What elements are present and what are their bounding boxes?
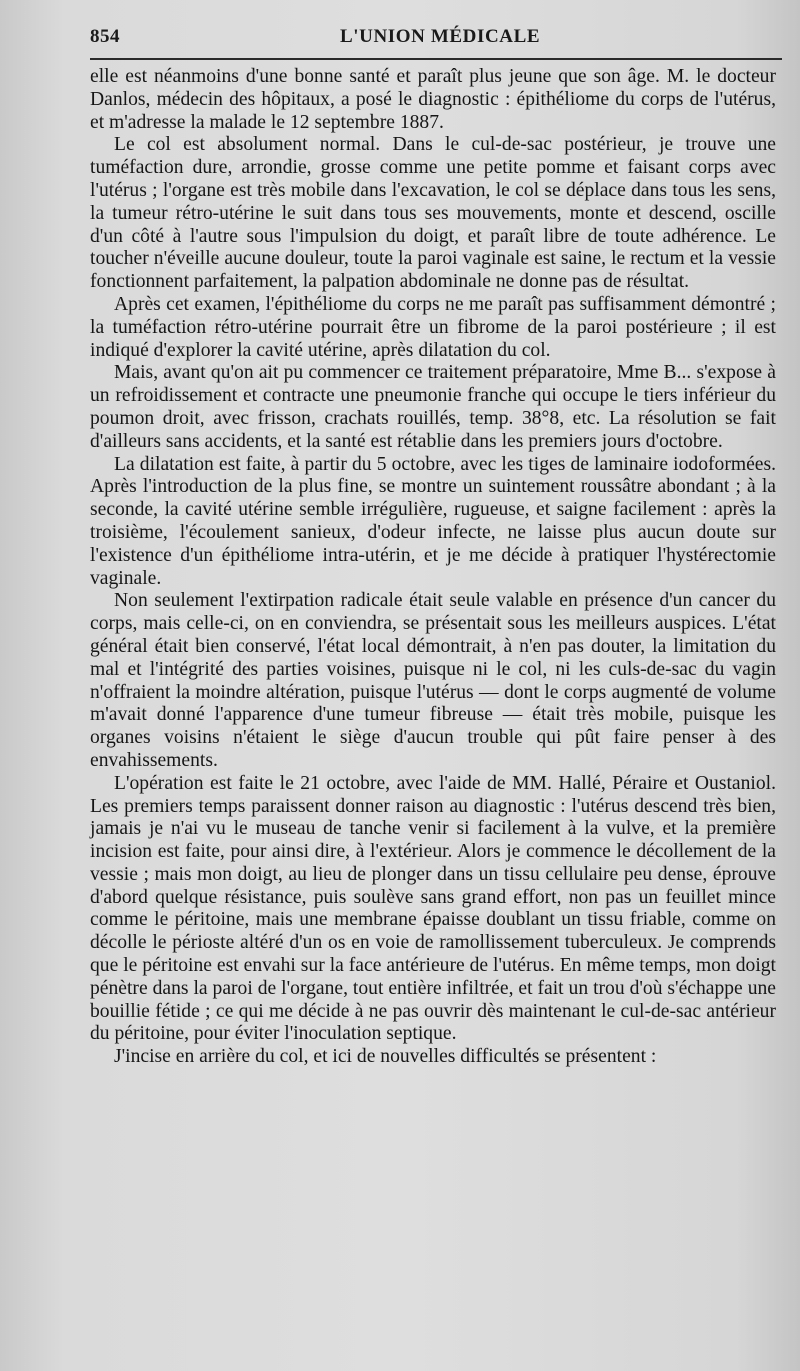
paragraph-8: J'incise en arrière du col, et ici de nouvelles difficultés se présentent : xyxy=(114,1046,657,1068)
paragraph-1: elle est néanmoins d'une bonne santé et paraît plus jeune que son âge. M. le docteur Danlos, médecin des hôpitaux, a posé le diagnostic : épithéliome du corps de l'utérus, et m'adresse la malade le 12 septembre 1887. xyxy=(90,66,776,133)
paragraph-7: L'opération est faite le 21 octobre, avec l'aide de MM. Hallé, Péraire et Oustaniol. Les premiers temps paraissent donner raison au diagnostic : l'utérus descend très bien, jamais je n'ai vu le museau de tanche venir si facilement à la vulve, et la première incision est faite, pour ainsi dire, à l'extérieur. Alors je commence le décollement de la vessie ; mais mon doigt, au lieu de plonger dans un tissu cellulaire peu dense, éprouve d'abord quelque résistance, puis soulève sans grand effort, non pas un feuillet mince comme le péritoine, mais une membrane épaisse doublant un tissu friable, comme on décolle le périoste altéré d'un os en voie de ramollissement tuberculeux. Je comprends que le péritoine est envahi sur la face antérieure de l'utérus. En même temps, mon doigt pénètre dans la paroi de l'organe, tout entière infiltrée, et fait un trou d'où s'échappe une bouillie fétide ; ce qui me décide à ne pas ouvrir dès maintenant le cul-de-sac antérieur du péritoine, pour éviter l'inoculation septique. xyxy=(90,772,776,1045)
paragraph-2: Le col est absolument normal. Dans le cul-de-sac postérieur, je trouve une tuméfaction dure, arrondie, grosse comme une petite pomme et faisant corps avec l'utérus ; l'organe est très mobile dans l'excavation, le col se déplace dans tous les sens, la tumeur rétro-utérine le suit dans tous ses mouvements, monte et descend, oscille d'un côté à l'autre sous l'impulsion du doigt, et paraît libre de toute adhérence. Le toucher n'éveille aucune douleur, toute la paroi vaginale est saine, le rectum et la vessie fonctionnent parfaitement, la palpation abdominale ne donne pas de résultat. xyxy=(90,134,776,293)
page-header xyxy=(90,26,780,54)
page-number: 854 xyxy=(90,26,120,47)
article-body xyxy=(90,66,776,1069)
paragraph-5: La dilatation est faite, à partir du 5 octobre, avec les tiges de laminaire iodoformées. Après l'introduction de la plus fine, se montre un suintement roussâtre abondant ; à la seconde, la cavité utérine semble irrégulière, rugueuse, et saigne facilement : après la troisième, l'écoulement sanieux, d'odeur infecte, ne laisse plus aucun doute sur l'existence d'un épithéliome intra-utérin, et je me décide à pratiquer l'hystérectomie vaginale. xyxy=(90,453,776,589)
header-rule xyxy=(90,58,782,60)
paragraph-3: Après cet examen, l'épithéliome du corps ne me paraît pas suffisamment démontré ; la tuméfaction rétro-utérine pourrait être un fibrome de la paroi postérieure ; il est indiqué d'explorer la cavité utérine, après dilatation du col. xyxy=(90,293,776,361)
paragraph-4: Mais, avant qu'on ait pu commencer ce traitement préparatoire, Mme B... s'expose à un refroidissement et contracte une pneumonie franche qui occupe le tiers inférieur du poumon droit, avec frisson, crachats rouillés, temp. 38°8, etc. La résolution se fait d'ailleurs sans accidents, et la santé est rétablie dans les premiers jours d'octobre. xyxy=(90,362,776,452)
paragraph-6: Non seulement l'extirpation radicale était seule valable en présence d'un cancer du corps, mais celle-ci, on en conviendra, se présentait sous les meilleurs auspices. L'état général était bien conservé, l'état local démontrait, à n'en pas douter, la limitation du mal et l'intégrité des parties voisines, puisque ni le col, ni les culs-de-sac du vagin n'offraient la moindre altération, puisque l'utérus — dont le corps augmenté de volume m'avait donné l'apparence d'une tumeur fibreuse — était très mobile, puisque les organes voisins n'étaient le siège d'aucun trouble qui pût faire penser à des envahissements. xyxy=(90,590,776,771)
running-title: L'UNION MÉDICALE xyxy=(340,26,541,47)
